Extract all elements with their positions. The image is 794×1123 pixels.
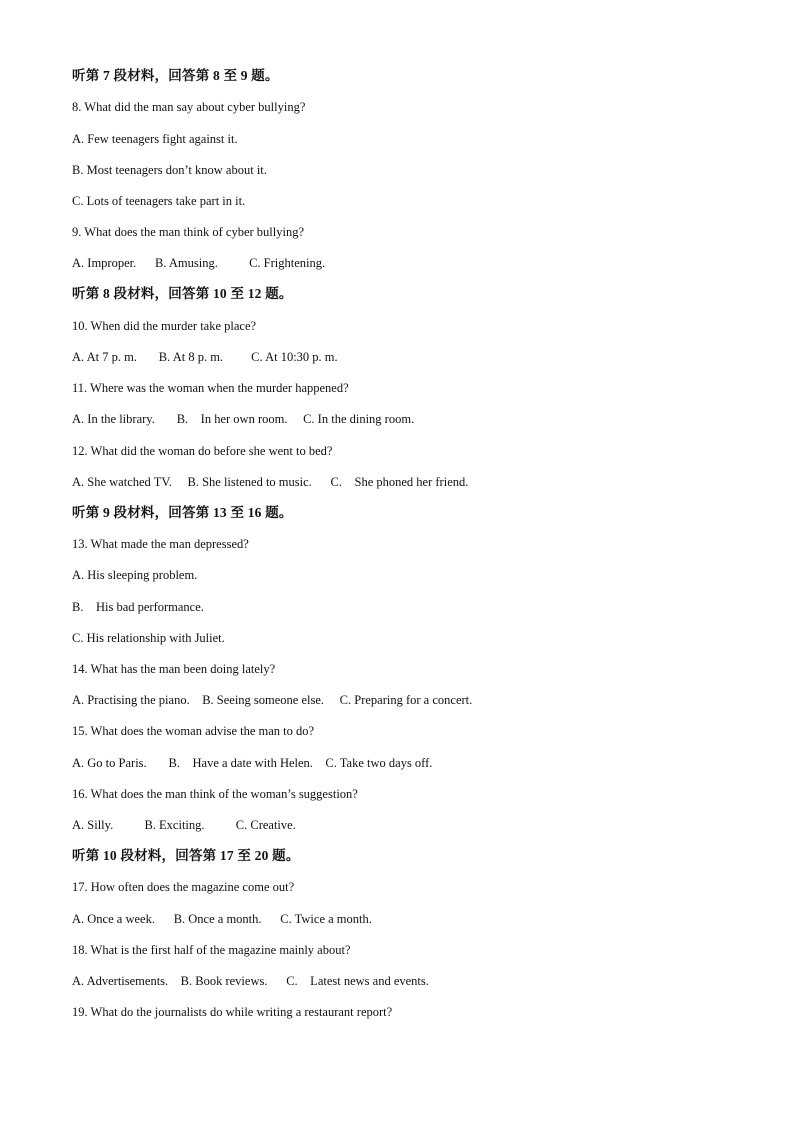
- question-13: 13. What made the man depressed?: [72, 537, 249, 551]
- options-row: A. Practising the piano. B. Seeing someone else. C. Preparing for a concert.: [72, 693, 473, 707]
- question-12: 12. What did the woman do before she went to bed?: [72, 444, 333, 458]
- question-11: 11. Where was the woman when the murder happened?: [72, 381, 349, 395]
- option-line: A. His sleeping problem.: [72, 568, 198, 582]
- question-15: 15. What does the woman advise the man to do?: [72, 724, 315, 738]
- question-9: 9. What does the man think of cyber bullying?: [72, 225, 305, 239]
- options-row: A. Silly. B. Exciting. C. Creative.: [72, 818, 296, 832]
- options-row: A. Advertisements. B. Book reviews. C. Latest news and events.: [72, 974, 429, 988]
- options-row: A. Improper. B. Amusing. C. Frightening.: [72, 256, 326, 270]
- option-line: C. Lots of teenagers take part in it.: [72, 194, 246, 208]
- options-row: A. At 7 p. m. B. At 8 p. m. C. At 10:30 p. m.: [72, 350, 338, 364]
- section-heading-9: 听第 9 段材料，回答第 13 至 16 题。: [72, 505, 293, 520]
- question-17: 17. How often does the magazine come out?: [72, 880, 295, 894]
- section-heading-7: 听第 7 段材料，回答第 8 至 9 题。: [72, 68, 279, 83]
- options-row: A. In the library. B. In her own room. C. In the dining room.: [72, 412, 415, 426]
- question-14: 14. What has the man been doing lately?: [72, 662, 276, 676]
- question-18: 18. What is the first half of the magazine mainly about?: [72, 943, 351, 957]
- option-line: A. Few teenagers fight against it.: [72, 132, 238, 146]
- section-heading-10: 听第 10 段材料，回答第 17 至 20 题。: [72, 848, 300, 863]
- option-line: C. His relationship with Juliet.: [72, 631, 225, 645]
- question-8: 8. What did the man say about cyber bullying?: [72, 100, 306, 114]
- section-heading-8: 听第 8 段材料，回答第 10 至 12 题。: [72, 286, 293, 301]
- option-line: B. Most teenagers don’t know about it.: [72, 163, 267, 177]
- question-10: 10. When did the murder take place?: [72, 319, 257, 333]
- question-19: 19. What do the journalists do while writing a restaurant report?: [72, 1005, 393, 1019]
- options-row: A. She watched TV. B. She listened to music. C. She phoned her friend.: [72, 475, 469, 489]
- option-line: B. His bad performance.: [72, 600, 204, 614]
- options-row: A. Go to Paris. B. Have a date with Helen. C. Take two days off.: [72, 756, 433, 770]
- options-row: A. Once a week. B. Once a month. C. Twice a month.: [72, 912, 372, 926]
- question-16: 16. What does the man think of the woman’s suggestion?: [72, 787, 358, 801]
